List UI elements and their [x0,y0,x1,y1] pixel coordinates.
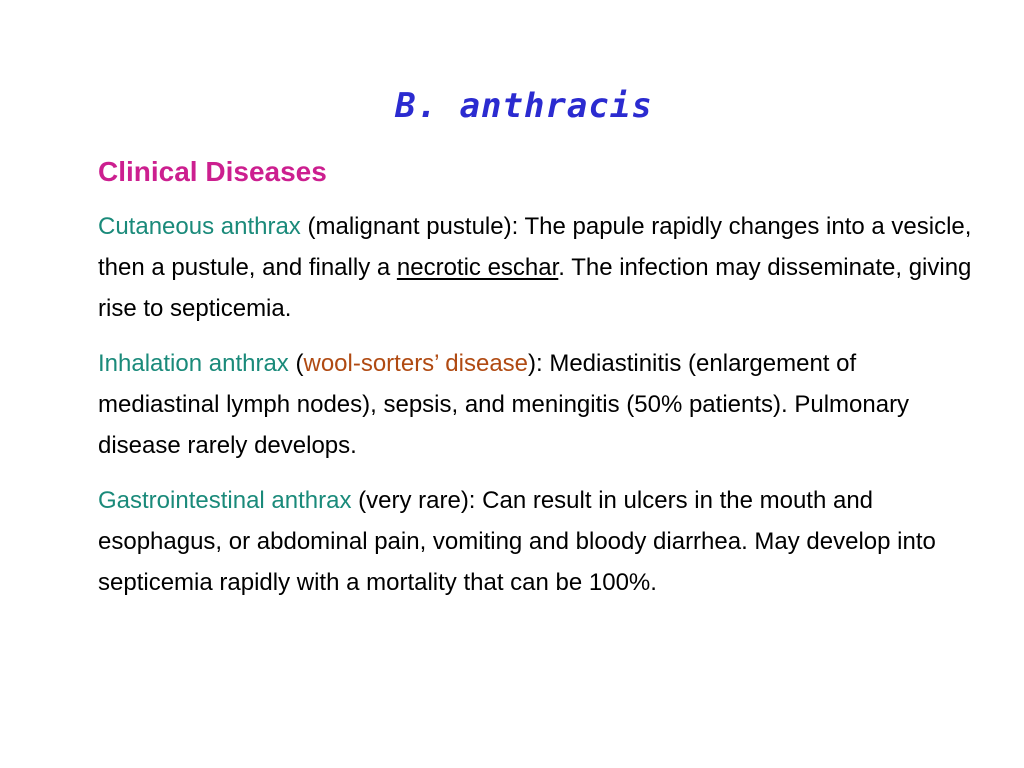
slide-title: B. anthracis [395,86,653,126]
term-cutaneous-anthrax: Cutaneous anthrax [98,213,301,240]
paragraph-cutaneous [98,206,978,329]
cutaneous-text-2: . The infection may disseminate, giving rise to septicemia. [98,254,972,322]
paragraph-gastrointestinal [98,480,978,603]
gastrointestinal-text-1: (very rare): Can result in ulcers in the mouth and esophagus, or abdominal pain, vomiting and bloody diarrhea. May develop into septicemia rapidly with a mortality that can be 100%. [98,487,936,596]
wool-sorters-disease: wool-sorters’ disease [303,350,529,377]
inhalation-open-paren: ( [288,350,304,377]
term-gastrointestinal-anthrax: Gastrointestinal anthrax [98,487,352,514]
necrotic-eschar-text: necrotic eschar [396,254,559,281]
section-heading: Clinical Diseases [98,156,327,187]
slide-body [98,206,978,617]
inhalation-text-1: ): Mediastinitis (enlargement of mediastinal lymph nodes), sepsis, and meningitis (50% patients). Pulmonary disease rarely develops. [98,350,910,459]
paragraph-inhalation [98,343,978,466]
cutaneous-text-1: (malignant pustule): The papule rapidly changes into a vesicle, then a pustule, and finally a [98,213,972,281]
term-inhalation-anthrax: Inhalation anthrax [98,350,289,377]
